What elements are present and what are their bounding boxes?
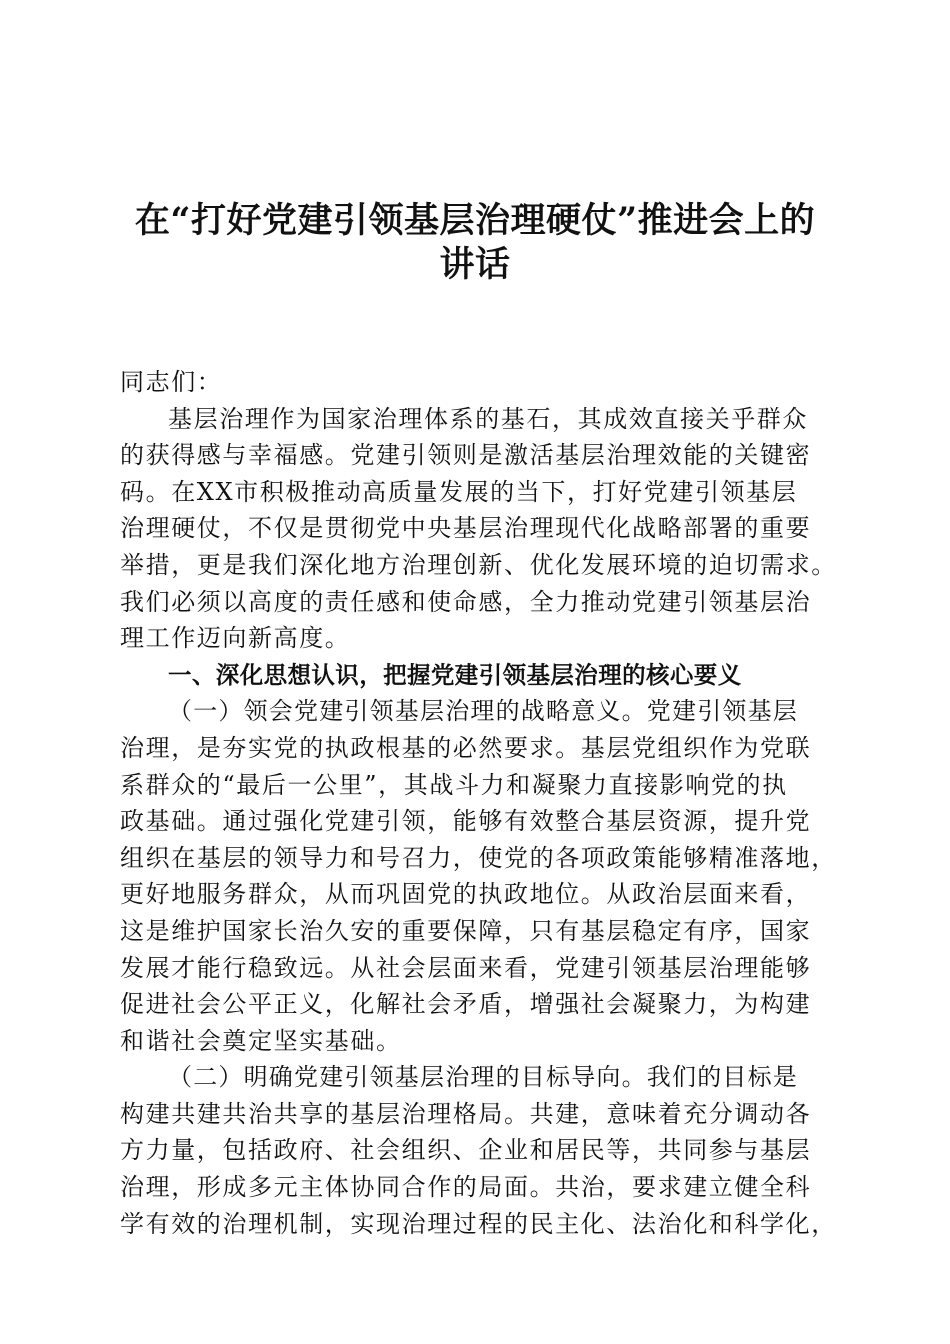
intro-line: 理工作迈向新高度。 xyxy=(120,624,351,653)
subsection-1-line: （一）领会党建引领基层治理的战略意义。党建引领基层 xyxy=(168,697,798,726)
salutation: 同志们： xyxy=(120,368,223,396)
subsection-1-line: 组织在基层的领导力和号召力，使党的各项政策能够精准落地， xyxy=(120,843,837,872)
subsection-2-line: 方力量，包括政府、社会组织、企业和居民等，共同参与基层 xyxy=(120,1136,812,1165)
subsection-2-line: （二）明确党建引领基层治理的目标导向。我们的目标是 xyxy=(168,1063,798,1092)
document-title-line-1: 在“打好党建引领基层治理硬仗”推进会上的 xyxy=(134,200,816,241)
subsection-1-line: 促进社会公平正义，化解社会矛盾，增强社会凝聚力，为构建 xyxy=(120,990,812,1019)
intro-line: 码。在XX市积极推动高质量发展的当下，打好党建引领基层 xyxy=(120,477,798,506)
intro-line: 治理硬仗，不仅是贯彻党中央基层治理现代化战略部署的重要 xyxy=(120,514,812,543)
subsection-1-line: 发展才能行稳致远。从社会层面来看，党建引领基层治理能够 xyxy=(120,953,812,982)
intro-line: 的获得感与幸福感。党建引领则是激活基层治理效能的关键密 xyxy=(120,441,812,470)
subsection-2-line: 构建共建共治共享的基层治理格局。共建，意味着充分调动各 xyxy=(120,1099,812,1128)
subsection-1-line: 这是维护国家长治久安的重要保障，只有基层稳定有序，国家 xyxy=(120,916,812,945)
subsection-1-line: 政基础。通过强化党建引领，能够有效整合基层资源，提升党 xyxy=(120,807,812,836)
subsection-2-line: 学有效的治理机制，实现治理过程的民主化、法治化和科学化， xyxy=(120,1209,837,1238)
intro-line: 基层治理作为国家治理体系的基石，其成效直接关乎群众 xyxy=(168,404,808,433)
intro-line: 我们必须以高度的责任感和使命感，全力推动党建引领基层治 xyxy=(120,587,812,616)
intro-line: 举措，更是我们深化地方治理创新、优化发展环境的迫切需求。 xyxy=(120,550,837,579)
document-title-line-2: 讲话 xyxy=(439,244,511,285)
subsection-1-line: 治理，是夯实党的执政根基的必然要求。基层党组织作为党联 xyxy=(120,733,812,762)
section-heading-1: 一、深化思想认识，把握党建引领基层治理的核心要义 xyxy=(168,660,742,689)
document-body xyxy=(120,364,840,1242)
subsection-1-line: 系群众的“最后一公里”，其战斗力和凝聚力直接影响党的执 xyxy=(120,770,788,799)
subsection-1-line: 和谐社会奠定坚实基础。 xyxy=(120,1026,402,1055)
subsection-1-line: 更好地服务群众，从而巩固党的执政地位。从政治层面来看， xyxy=(120,880,812,909)
subsection-2-line: 治理，形成多元主体协同合作的局面。共治，要求建立健全科 xyxy=(120,1173,812,1202)
